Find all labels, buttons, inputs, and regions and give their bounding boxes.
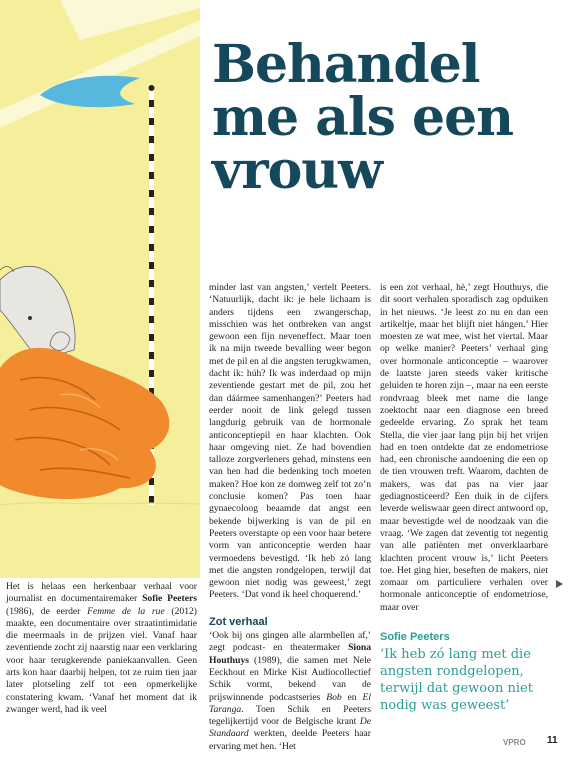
- text-run: werkten, deelde Peeters haar ervaring met hen. ‘Het: [209, 728, 371, 752]
- pull-quote-name: Sofie Peeters: [380, 631, 450, 643]
- continue-arrow-icon: [556, 580, 563, 588]
- publication-logo: VPRO: [503, 738, 526, 747]
- illustration: [0, 0, 200, 578]
- text-run: (1989), die samen met Nele Eeckhout en Mirke Kist Audiocollectief Schik vormt, bekend van de prijswinnende podcastseries: [209, 654, 371, 703]
- italic-title: Bob: [326, 691, 342, 703]
- body-paragraph: minder last van angsten,’ vertelt Peeters. ‘Natuurlijk, dacht ik: je hele lichaam is anders tijdens een zwangerschap, misschien was het ontbreken van angst gewoon een fijn neveneffect. Maar toen ik na mijn tweede bevalling weer begon met de pil en al die angsten terugkwamen, dacht ik: húh? Ik was inderdaad op mijn zeventiende gestart met de pil, zou het dan dáármee samenhangen?’ Peeters had eerder nooit de link gelegd tussen langdurig gebruik van de hormonale anticonceptiepil en haar klachten. Ook haar omgeving niet. Ze had bovendien talloze zorgverleners gehad, minstens een van hen had die bedenking toch moeten maken? Hoe kon ze domweg zelf tot zo’n conclusie komen? Pas toen haar gynaecoloog beaamde dat angst een bekende bijwerking is van de pil en Peeters overstapte op een voor haar betere vorm van anticonceptie werden haar vermoedens bevestigd. ‘Ik heb zó lang met die angsten rondgelopen, terwijl dat gewoon niet nodig was geweest,’ zegt Peeters. ‘Dat vond ik heel choquerend.’: [209, 282, 371, 601]
- italic-title: Femme de la rue: [87, 605, 165, 617]
- article-title: Behandel me als een vrouw: [212, 34, 514, 201]
- text-run: ‘Ook bij ons gingen alle alarmbellen af,’ zegt podcast- en theatermaker: [209, 630, 371, 654]
- section-subhead: Zot verhaal: [209, 615, 268, 628]
- text-run: . Toen Schik en Peeters tegelijkertijd voor de Belgische krant: [209, 703, 371, 728]
- page-number: 11: [547, 735, 558, 746]
- body-column-1: [6, 581, 197, 716]
- body-paragraph: is een zot verhaal, hè,’ zegt Houthuys, die dit soort verhalen sporadisch zag opduiken in het nieuws. ‘Je leest zo nu en dan een artikeltje, maar het blijft niet hángen.’ Hier moesten ze wat mee, wist het viertal. Maar op welke manier? Peeters’ verhaal ging over hormonale anticonceptie – waarover de laatste jaren steeds vaker kritische geluiden te horen zijn –, maar na een eerste rondvraag bleek met name die lange zoektocht naar een diagnose een breed gedeelde ervaring. Zo sprak het team Stella, die vier jaar lang pijn bij het vrijen had en toen ontdekte dat ze endometriose had, een chronische aandoening die een op de tien vrouwen treft. Waarom, dachten de makers, was dat pas na vier jaar gediagnosticeerd? Een duik in de cijfers leverde weliswaar geen direct antwoord op, maar bevestigde wel de noodzaak van die vraag. ‘We zagen dat zeventig tot negentig van alle patiënten met onverklaarbare klachten procent vrouw is,’ licht Peeters toe. Het ging hier, beseften de makers, niet zomaar om particuliere verhalen over hormonale anticonceptie of endometriose, maar over: [380, 282, 548, 613]
- body-paragraph: [6, 581, 197, 716]
- pull-quote: ‘Ik heb zó lang met die angsten rondgelopen, terwijl dat gewoon niet nodig was geweest’: [380, 647, 533, 713]
- italic-title: De Standaard: [209, 716, 371, 740]
- text-run: (1986), de eerder: [6, 605, 88, 617]
- body-paragraph: [209, 630, 371, 753]
- text-run: en: [341, 691, 363, 703]
- text-run: (2012) maakte, een documentaire over straatintimidatie die meermaals in de prijzen viel. Vanaf haar zeventiende zocht zij naarstig naar een verklaring voor haar terugkerende paniekaanvallen. Geen arts kon haar daarbij helpen, tot ze ruim tien jaar later plotseling zelf tot een opmerkelijke constatering kwam. ‘Vanaf het moment dat ik zwanger werd, had ik veel: [6, 605, 197, 715]
- bold-name: Siona Houthuys: [209, 642, 371, 666]
- body-column-3: [380, 282, 548, 614]
- body-column-2: [209, 282, 371, 753]
- bold-name: Sofie Peeters: [142, 593, 197, 605]
- text-run: Het is helaas een herkenbaar verhaal voor journalist en documentairemaker: [6, 581, 197, 605]
- italic-title: El Taranga: [209, 691, 371, 715]
